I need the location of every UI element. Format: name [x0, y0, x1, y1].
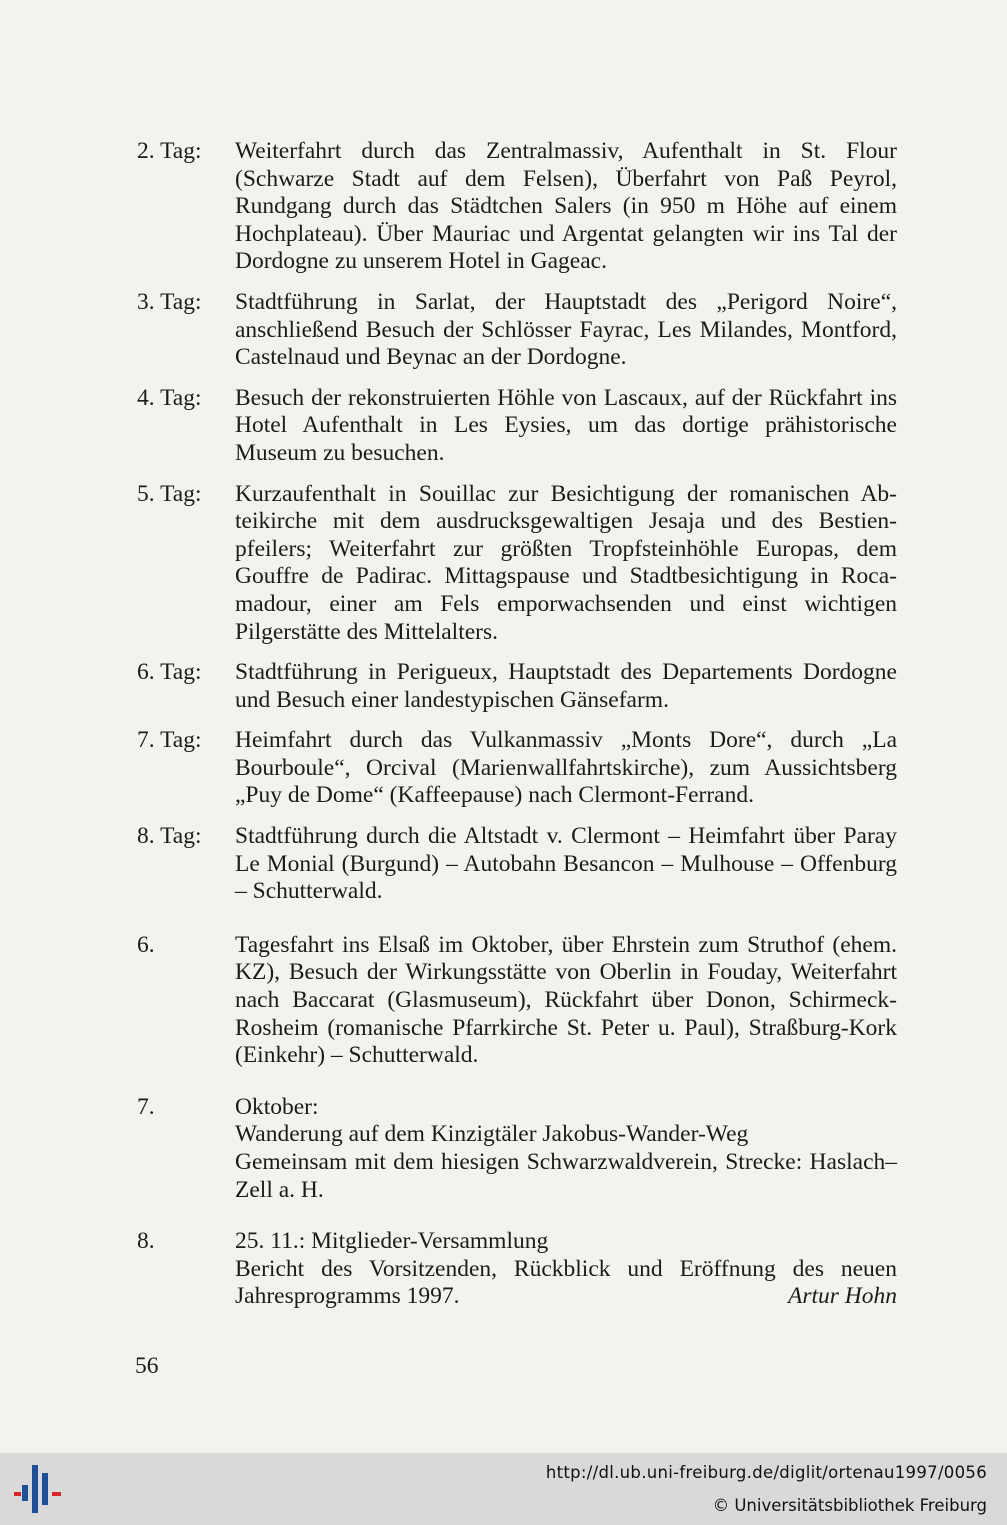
day-text: Heimfahrt durch das Vulkanmassiv „Monts Dore“, durch „La Bourboule“, Orcival (Marienwallfahrtskirche), zum Aussichtsberg „Puy de Dome“ (Kaffeepause) nach Clermont-Ferrand.	[235, 727, 897, 809]
copyright-notice: © Universitätsbibliothek Freiburg	[712, 1496, 987, 1515]
tour-day-2	[137, 138, 897, 276]
day-text: Stadtführung in Sarlat, der Hauptstadt des „Perigord Noire“, anschließend Besuch der Schlösser Fayrac, Les Milandes, Montford, Castelnaud und Beynac an der Dordogne.	[235, 288, 897, 371]
ub-freiburg-logo-icon	[12, 1465, 64, 1513]
day-label: 7. Tag:	[137, 727, 202, 754]
tour-day-3	[137, 289, 897, 372]
page-content	[137, 138, 897, 1335]
item-last-line	[235, 1283, 897, 1311]
item-text	[235, 1228, 897, 1311]
item-line: 25. 11.: Mitglieder-Versammlung	[235, 1228, 549, 1255]
day-text: Stadtführung durch die Altstadt v. Clermont – Heimfahrt über Paray Le Monial (Burgund) – Autobahn Besancon – Mulhouse – Offenburg – Schutterwald.	[235, 823, 897, 905]
day-text: Kurzaufenthalt in Souillac zur Besichtigung der romanischen Abteikirche mit dem ausdrucksgewaltigen Jesaja und des Bestienpfeilers; Weiterfahrt zur größten Tropfsteinhöhle Europas, dem Gouffre de Padirac. Mittagspause und Stadtbesichtigung in Rocamadour, einer am Fels emporwachsenden und einst wichtigen Pilgerstätte des Mittelalters.	[235, 480, 897, 645]
day-label: 8. Tag:	[137, 823, 202, 850]
item-line: Jahresprogramms 1997.	[235, 1283, 460, 1310]
item-number: 7.	[137, 1093, 155, 1120]
document-url[interactable]: http://dl.ub.uni-freiburg.de/diglit/ortenau1997/0056	[545, 1463, 987, 1482]
tour-day-8	[137, 823, 897, 906]
day-label: 3. Tag:	[137, 288, 202, 315]
item-text	[235, 932, 897, 1070]
day-label: 6. Tag:	[137, 659, 202, 686]
item-line: Wanderung auf dem Kinzigtäler Jakobus-Wander-Weg	[235, 1121, 749, 1148]
tour-day-7	[137, 727, 897, 810]
item-number: 6.	[137, 931, 155, 958]
program-item-6	[137, 932, 897, 1070]
item-number: 8.	[137, 1228, 155, 1255]
tour-day-6	[137, 659, 897, 714]
program-item-8	[137, 1228, 897, 1311]
tour-day-5	[137, 481, 897, 647]
program-item-7	[137, 1094, 897, 1204]
tour-day-4	[137, 385, 897, 468]
item-line: Oktober:	[235, 1093, 319, 1120]
item-line: Tagesfahrt ins Elsaß im Oktober, über Ehrstein zum Struthof (ehem. KZ), Besuch der Wirkungsstätte von Oberlin in Fouday, Weiterfahrt nach Baccarat (Glasmuseum), Rückfahrt über Donon, Schirmeck-Rosheim (romanische Pfarrkirche St. Peter u. Paul), Straßburg-Kork (Einkehr) – Schutterwald.	[235, 931, 897, 1069]
page-number: 56	[135, 1353, 159, 1379]
item-line: Bericht des Vorsitzenden, Rückblick und Eröffnung des neuen	[235, 1255, 897, 1282]
author-signature: Artur Hohn	[787, 1283, 897, 1310]
item-text	[235, 1094, 897, 1204]
day-label: 2. Tag:	[137, 138, 202, 164]
day-label: 5. Tag:	[137, 480, 202, 507]
library-footer	[0, 1453, 1007, 1525]
day-text: Weiterfahrt durch das Zentralmassiv, Aufenthalt in St. Flour (Schwarze Stadt auf dem Felsen), Überfahrt von Paß Peyrol, Rundgang durch das Städtchen Salers (in 950 m Höhe auf einem Hochplateau). Über Mauriac und Argentat gelangten wir ins Tal der Dordogne zu unserem Hotel in Gageac.	[235, 138, 897, 275]
day-text: Stadtführung in Perigueux, Hauptstadt des Departements Dordogne und Besuch einer landestypischen Gänsefarm.	[235, 659, 897, 713]
item-line: Gemeinsam mit dem hiesigen Schwarzwaldverein, Strecke: Haslach–Zell a. H.	[235, 1149, 897, 1203]
day-label: 4. Tag:	[137, 384, 202, 411]
day-text: Besuch der rekonstruierten Höhle von Lascaux, auf der Rückfahrt ins Hotel Aufenthalt in Les Eysies, um das dortige prähistorische Museum zu besuchen.	[235, 384, 897, 466]
